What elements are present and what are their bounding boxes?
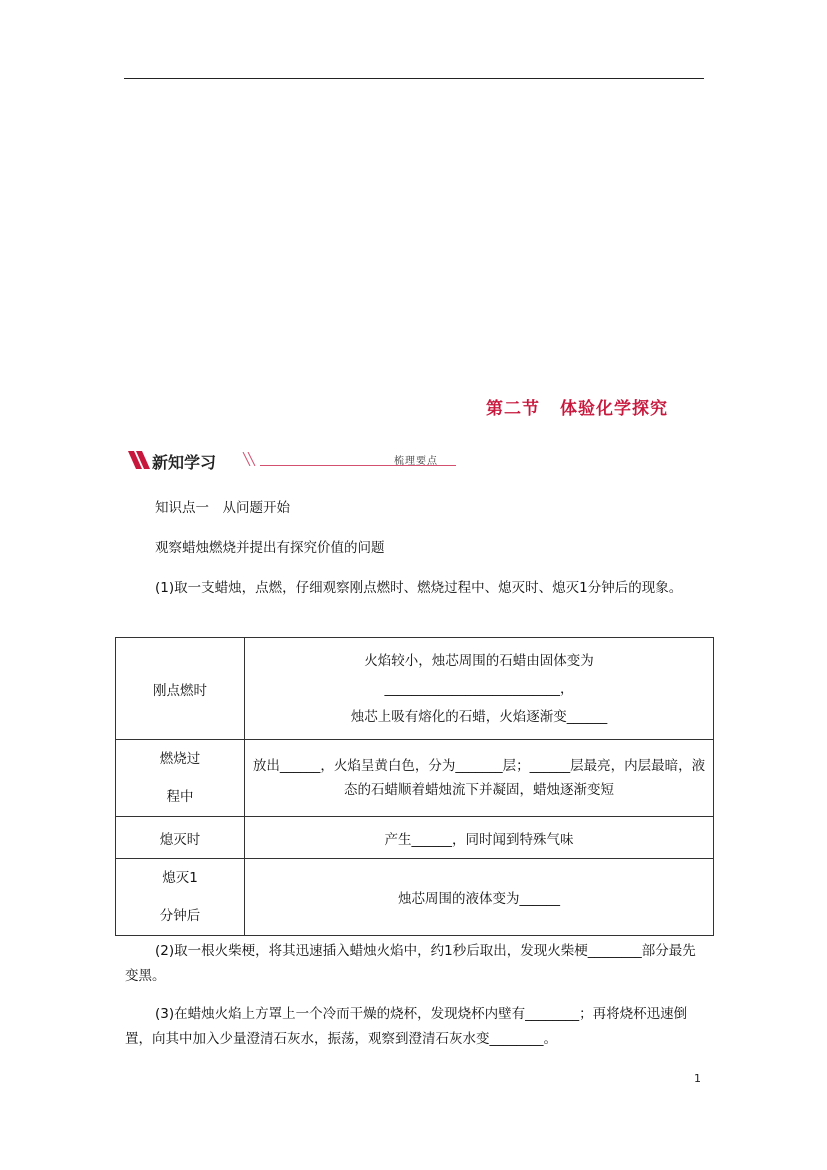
stage-label: 熄灭1 — [162, 870, 198, 886]
question-item-2: (2)取一根火柴梗，将其迅速插入蜡烛火焰中，约1秒后取出，发现火柴梗________部分最先变黑。 — [125, 943, 696, 984]
stage-label: 刚点燃时 — [153, 682, 207, 699]
stage-cell — [116, 817, 245, 859]
table-row — [116, 740, 714, 817]
page-number: 1 — [694, 1072, 701, 1085]
question-item-3: (3)在蜡烛火焰上方罩上一个冷而干燥的烧杯，发现烧杯内壁有________；再将烧杯迅速倒置，向其中加入少量澄清石灰水，振荡，观察到澄清石灰水变________。 — [125, 1006, 688, 1047]
stage-cell — [116, 740, 245, 817]
table-row — [116, 817, 714, 859]
table-row — [116, 638, 714, 740]
stage-label: 分钟后 — [159, 908, 201, 924]
section-name: 体验化学探究 — [560, 399, 668, 419]
description-cell — [245, 817, 714, 859]
banner-subtitle: 梳理要点 — [394, 456, 438, 467]
description-line: 烛芯周围的液体变为______ — [398, 891, 560, 907]
stage-label: 程中 — [166, 789, 194, 805]
description-line: 产生______，同时闻到特殊气味 — [384, 831, 574, 848]
banner-tail-slash-icon — [242, 452, 260, 466]
description-cell — [245, 859, 714, 936]
stage-cell — [116, 638, 245, 740]
knowledge-point-heading: 知识点一 从问题开始 — [155, 500, 290, 516]
answer-blank-line: __________________________， — [384, 680, 574, 697]
banner-slash-icon — [126, 451, 150, 469]
description-line: 放出______，火焰呈黄白色，分为_______层；______层最亮，内层最暗，液态的石蜡顺着蜡烛流下并凝固，蜡烛逐渐变短 — [252, 758, 706, 798]
description-cell — [245, 740, 714, 817]
header-rule — [124, 78, 704, 79]
new-knowledge-banner — [126, 449, 456, 471]
banner-label: 新知学习 — [152, 453, 217, 472]
section-title — [486, 394, 668, 419]
stage-label: 熄灭时 — [159, 831, 201, 848]
description-cell — [245, 638, 714, 740]
observe-heading: 观察蜡烛燃烧并提出有探究价值的问题 — [155, 540, 385, 556]
description-line: 火焰较小，烛芯周围的石蜡由固体变为 — [364, 652, 594, 669]
stage-label: 燃烧过 — [159, 751, 201, 767]
observation-table — [115, 637, 714, 936]
section-number: 第二节 — [486, 399, 540, 419]
stage-cell — [116, 859, 245, 936]
description-line: 烛芯上吸有熔化的石蜡，火焰逐渐变______ — [350, 708, 608, 725]
table-row — [116, 859, 714, 936]
question-item-1: (1)取一支蜡烛，点燃，仔细观察刚点燃时、燃烧过程中、熄灭时、熄灭1分钟后的现象。 — [155, 580, 683, 596]
